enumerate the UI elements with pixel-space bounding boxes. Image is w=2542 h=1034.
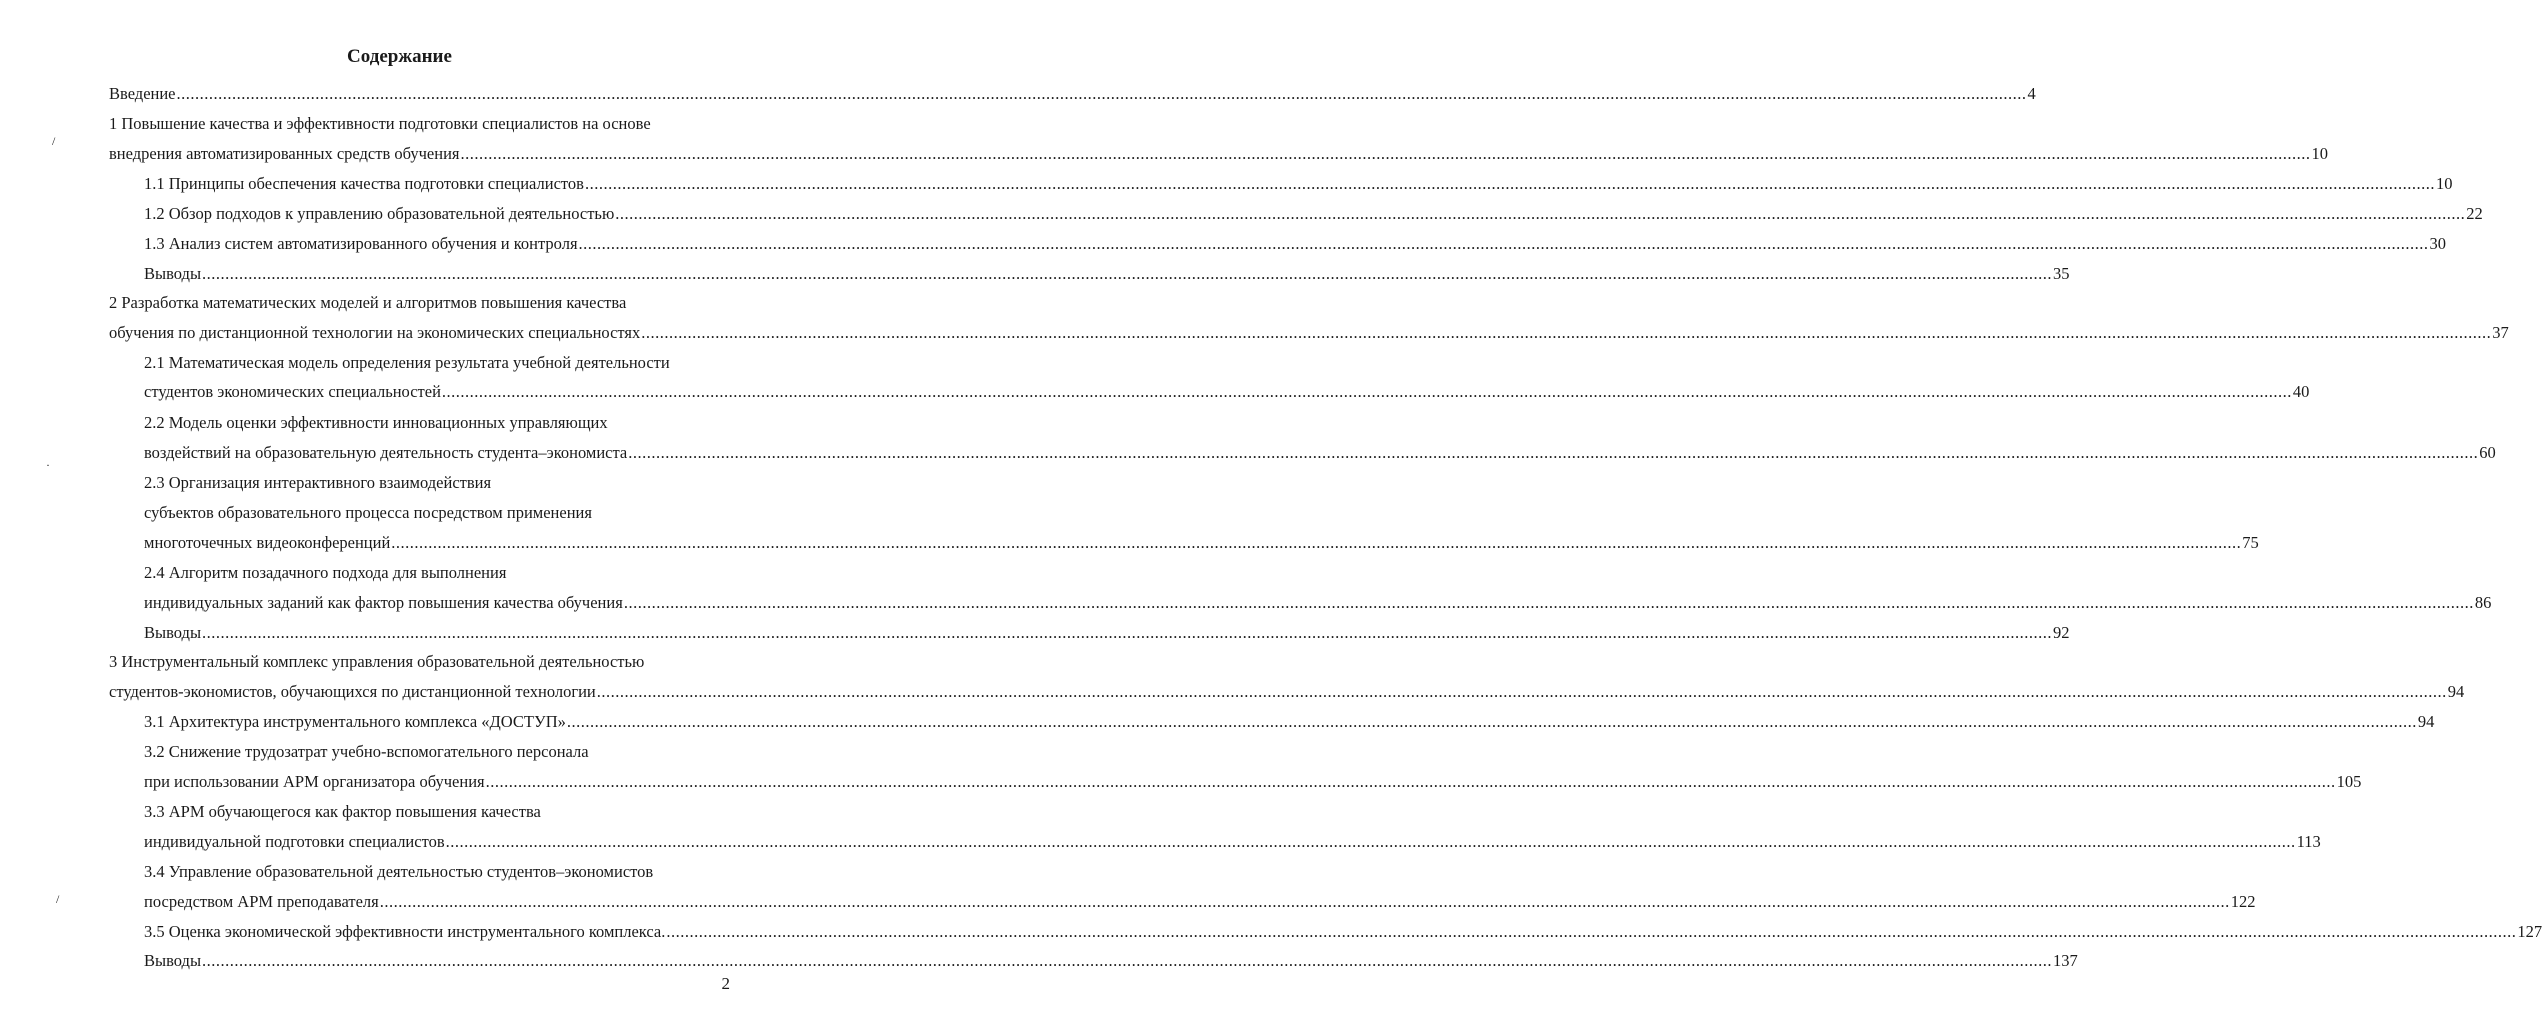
leader-dots: ................................................................................................................................................................................................................................................................................................................................................................................................................ xyxy=(460,144,2311,163)
leader-dots: ................................................................................................................................................................................................................................................................................................................................................................................................................ xyxy=(584,174,2435,193)
toc-entry xyxy=(144,503,730,523)
toc-entry xyxy=(144,533,2259,553)
toc-entry xyxy=(109,652,730,672)
toc-entry-page: 22 xyxy=(2466,204,2483,223)
toc-entry-text: 3 Инструментальный комплекс управления образовательной деятельностью xyxy=(109,652,645,671)
toc-entry-text: Выводы xyxy=(144,623,202,642)
toc-entry xyxy=(109,84,2036,104)
toc-entry-page: 75 xyxy=(2242,533,2259,552)
toc-entry xyxy=(144,353,730,373)
toc-entry-page: 4 xyxy=(2027,84,2036,103)
toc-entry-text: при использовании АРМ организатора обучения xyxy=(144,772,485,791)
toc-entry-text: 1.2 Обзор подходов к управлению образовательной деятельностью xyxy=(144,204,615,223)
toc-entry-text: студентов экономических специальностей xyxy=(144,382,441,401)
toc-entry-text: студентов-экономистов, обучающихся по дистанционной технологии xyxy=(109,682,596,701)
toc-entry xyxy=(109,114,730,134)
toc-entry-text: многоточечных видеоконференций xyxy=(144,533,391,552)
toc-entry xyxy=(109,323,2509,343)
toc-entry xyxy=(144,174,2453,194)
toc-entry-text: 3.5 Оценка экономической эффективности инструментального комплекса. xyxy=(144,922,666,941)
toc-entry xyxy=(109,293,730,313)
scan-mark: / xyxy=(56,892,60,906)
scan-mark: / xyxy=(52,134,56,148)
toc-entry-text: 3.1 Архитектура инструментального комплекса «ДОСТУП» xyxy=(144,712,566,731)
toc-entry-text: 3.3 АРМ обучающегося как фактор повышения качества xyxy=(144,802,541,821)
toc-entry-page: 40 xyxy=(2292,382,2310,401)
toc-entry-text: Выводы xyxy=(144,951,202,970)
toc-entry-text: 3.2 Снижение трудозатрат учебно-вспомогательного персонала xyxy=(144,742,589,761)
toc-entry-text: посредством АРМ преподавателя xyxy=(144,892,379,911)
toc-entry-text: 2 Разработка математических моделей и алгоритмов повышения качества xyxy=(109,293,627,312)
leader-dots: ................................................................................................................................................................................................................................................................................................................................................................................................................ xyxy=(202,264,2053,283)
leader-dots: ................................................................................................................................................................................................................................................................................................................................................................................................................ xyxy=(578,234,2429,253)
leader-dots: ................................................................................................................................................................................................................................................................................................................................................................................................................ xyxy=(445,832,2296,851)
toc-entry xyxy=(144,264,2070,284)
leader-dots: ................................................................................................................................................................................................................................................................................................................................................................................................................ xyxy=(176,84,2027,103)
toc-entry-text: воздействий на образовательную деятельность студента–экономиста xyxy=(144,443,628,462)
toc-entry-text: 2.1 Математическая модель определения результата учебной деятельности xyxy=(144,353,670,372)
toc-entry-text: 1 Повышение качества и эффективности подготовки специалистов на основе xyxy=(109,114,651,133)
toc-entry-page: 10 xyxy=(2311,144,2328,163)
toc-entry-page: 30 xyxy=(2429,234,2447,253)
toc-entry-page: 86 xyxy=(2474,593,2492,612)
page-title: Содержание xyxy=(347,46,452,67)
toc-entry-text: индивидуальных заданий как фактор повышения качества обучения xyxy=(144,593,623,612)
toc-entry-page: 92 xyxy=(2053,623,2070,642)
leader-dots: ................................................................................................................................................................................................................................................................................................................................................................................................................ xyxy=(615,204,2466,223)
leader-dots: ................................................................................................................................................................................................................................................................................................................................................................................................................ xyxy=(391,533,2242,552)
toc-entry-page: 105 xyxy=(2336,772,2362,791)
toc-entry xyxy=(144,563,730,583)
toc-entry xyxy=(144,593,2492,613)
toc-entry xyxy=(144,623,2070,643)
toc-entry xyxy=(144,892,2256,912)
toc-entry-text: индивидуальной подготовки специалистов xyxy=(144,832,445,851)
toc-entry-text: 2.3 Организация интерактивного взаимодействия xyxy=(144,473,492,492)
leader-dots: ................................................................................................................................................................................................................................................................................................................................................................................................................ xyxy=(666,922,2517,941)
scan-mark: · xyxy=(46,458,50,472)
toc-entry xyxy=(144,443,2496,463)
leader-dots: ................................................................................................................................................................................................................................................................................................................................................................................................................ xyxy=(202,623,2053,642)
toc-entry-text: Введение xyxy=(109,84,176,103)
toc-entry-page: 122 xyxy=(2230,892,2256,911)
toc-entry-page: 60 xyxy=(2479,443,2496,462)
toc-entry xyxy=(144,204,2483,224)
leader-dots: ................................................................................................................................................................................................................................................................................................................................................................................................................ xyxy=(485,772,2336,791)
toc-entry-page: 94 xyxy=(2447,682,2465,701)
toc-entry xyxy=(144,712,2435,732)
page-number: 2 xyxy=(721,974,730,993)
toc-entry-text: обучения по дистанционной технологии на экономических специальностях xyxy=(109,323,641,342)
toc-entry xyxy=(144,802,730,822)
toc-entry xyxy=(144,922,2542,942)
toc-entry-text: субъектов образовательного процесса посредством применения xyxy=(144,503,592,522)
toc-entry-page: 127 xyxy=(2517,922,2542,941)
toc-entry xyxy=(144,413,730,433)
toc-entry-page: 113 xyxy=(2296,832,2321,851)
toc-entry-text: 2.2 Модель оценки эффективности инновационных управляющих xyxy=(144,413,608,432)
toc-entry-text: 1.1 Принципы обеспечения качества подготовки специалистов xyxy=(144,174,584,193)
toc-entry-text: 3.4 Управление образовательной деятельностью студентов–экономистов xyxy=(144,862,654,881)
toc-entry-page: 37 xyxy=(2492,323,2509,342)
toc-entry xyxy=(144,234,2447,254)
toc-entry-page: 10 xyxy=(2435,174,2453,193)
toc-entry xyxy=(144,473,730,493)
leader-dots: ................................................................................................................................................................................................................................................................................................................................................................................................................ xyxy=(379,892,2230,911)
toc-entry-page: 94 xyxy=(2417,712,2435,731)
toc-entry-text: 1.3 Анализ систем автоматизированного обучения и контроля xyxy=(144,234,578,253)
toc-entry-text: внедрения автоматизированных средств обучения xyxy=(109,144,460,163)
toc-entry xyxy=(144,862,730,882)
leader-dots: ................................................................................................................................................................................................................................................................................................................................................................................................................ xyxy=(566,712,2417,731)
toc-entry-page: 137 xyxy=(2053,951,2078,970)
toc-entry xyxy=(144,951,2078,971)
toc-entry-text: Выводы xyxy=(144,264,202,283)
toc-entry xyxy=(144,382,2310,402)
toc-entry xyxy=(144,742,730,762)
toc-entry xyxy=(144,772,2362,792)
toc-entry-text: 2.4 Алгоритм позадачного подхода для выполнения xyxy=(144,563,507,582)
leader-dots: ................................................................................................................................................................................................................................................................................................................................................................................................................ xyxy=(628,443,2479,462)
leader-dots: ................................................................................................................................................................................................................................................................................................................................................................................................................ xyxy=(202,951,2053,970)
leader-dots: ................................................................................................................................................................................................................................................................................................................................................................................................................ xyxy=(641,323,2492,342)
toc-entry-page: 35 xyxy=(2053,264,2070,283)
toc-entry xyxy=(109,682,2465,702)
leader-dots: ................................................................................................................................................................................................................................................................................................................................................................................................................ xyxy=(623,593,2474,612)
leader-dots: ................................................................................................................................................................................................................................................................................................................................................................................................................ xyxy=(441,382,2292,401)
toc-entry xyxy=(144,832,2321,852)
leader-dots: ................................................................................................................................................................................................................................................................................................................................................................................................................ xyxy=(596,682,2447,701)
toc-entry xyxy=(109,144,2328,164)
